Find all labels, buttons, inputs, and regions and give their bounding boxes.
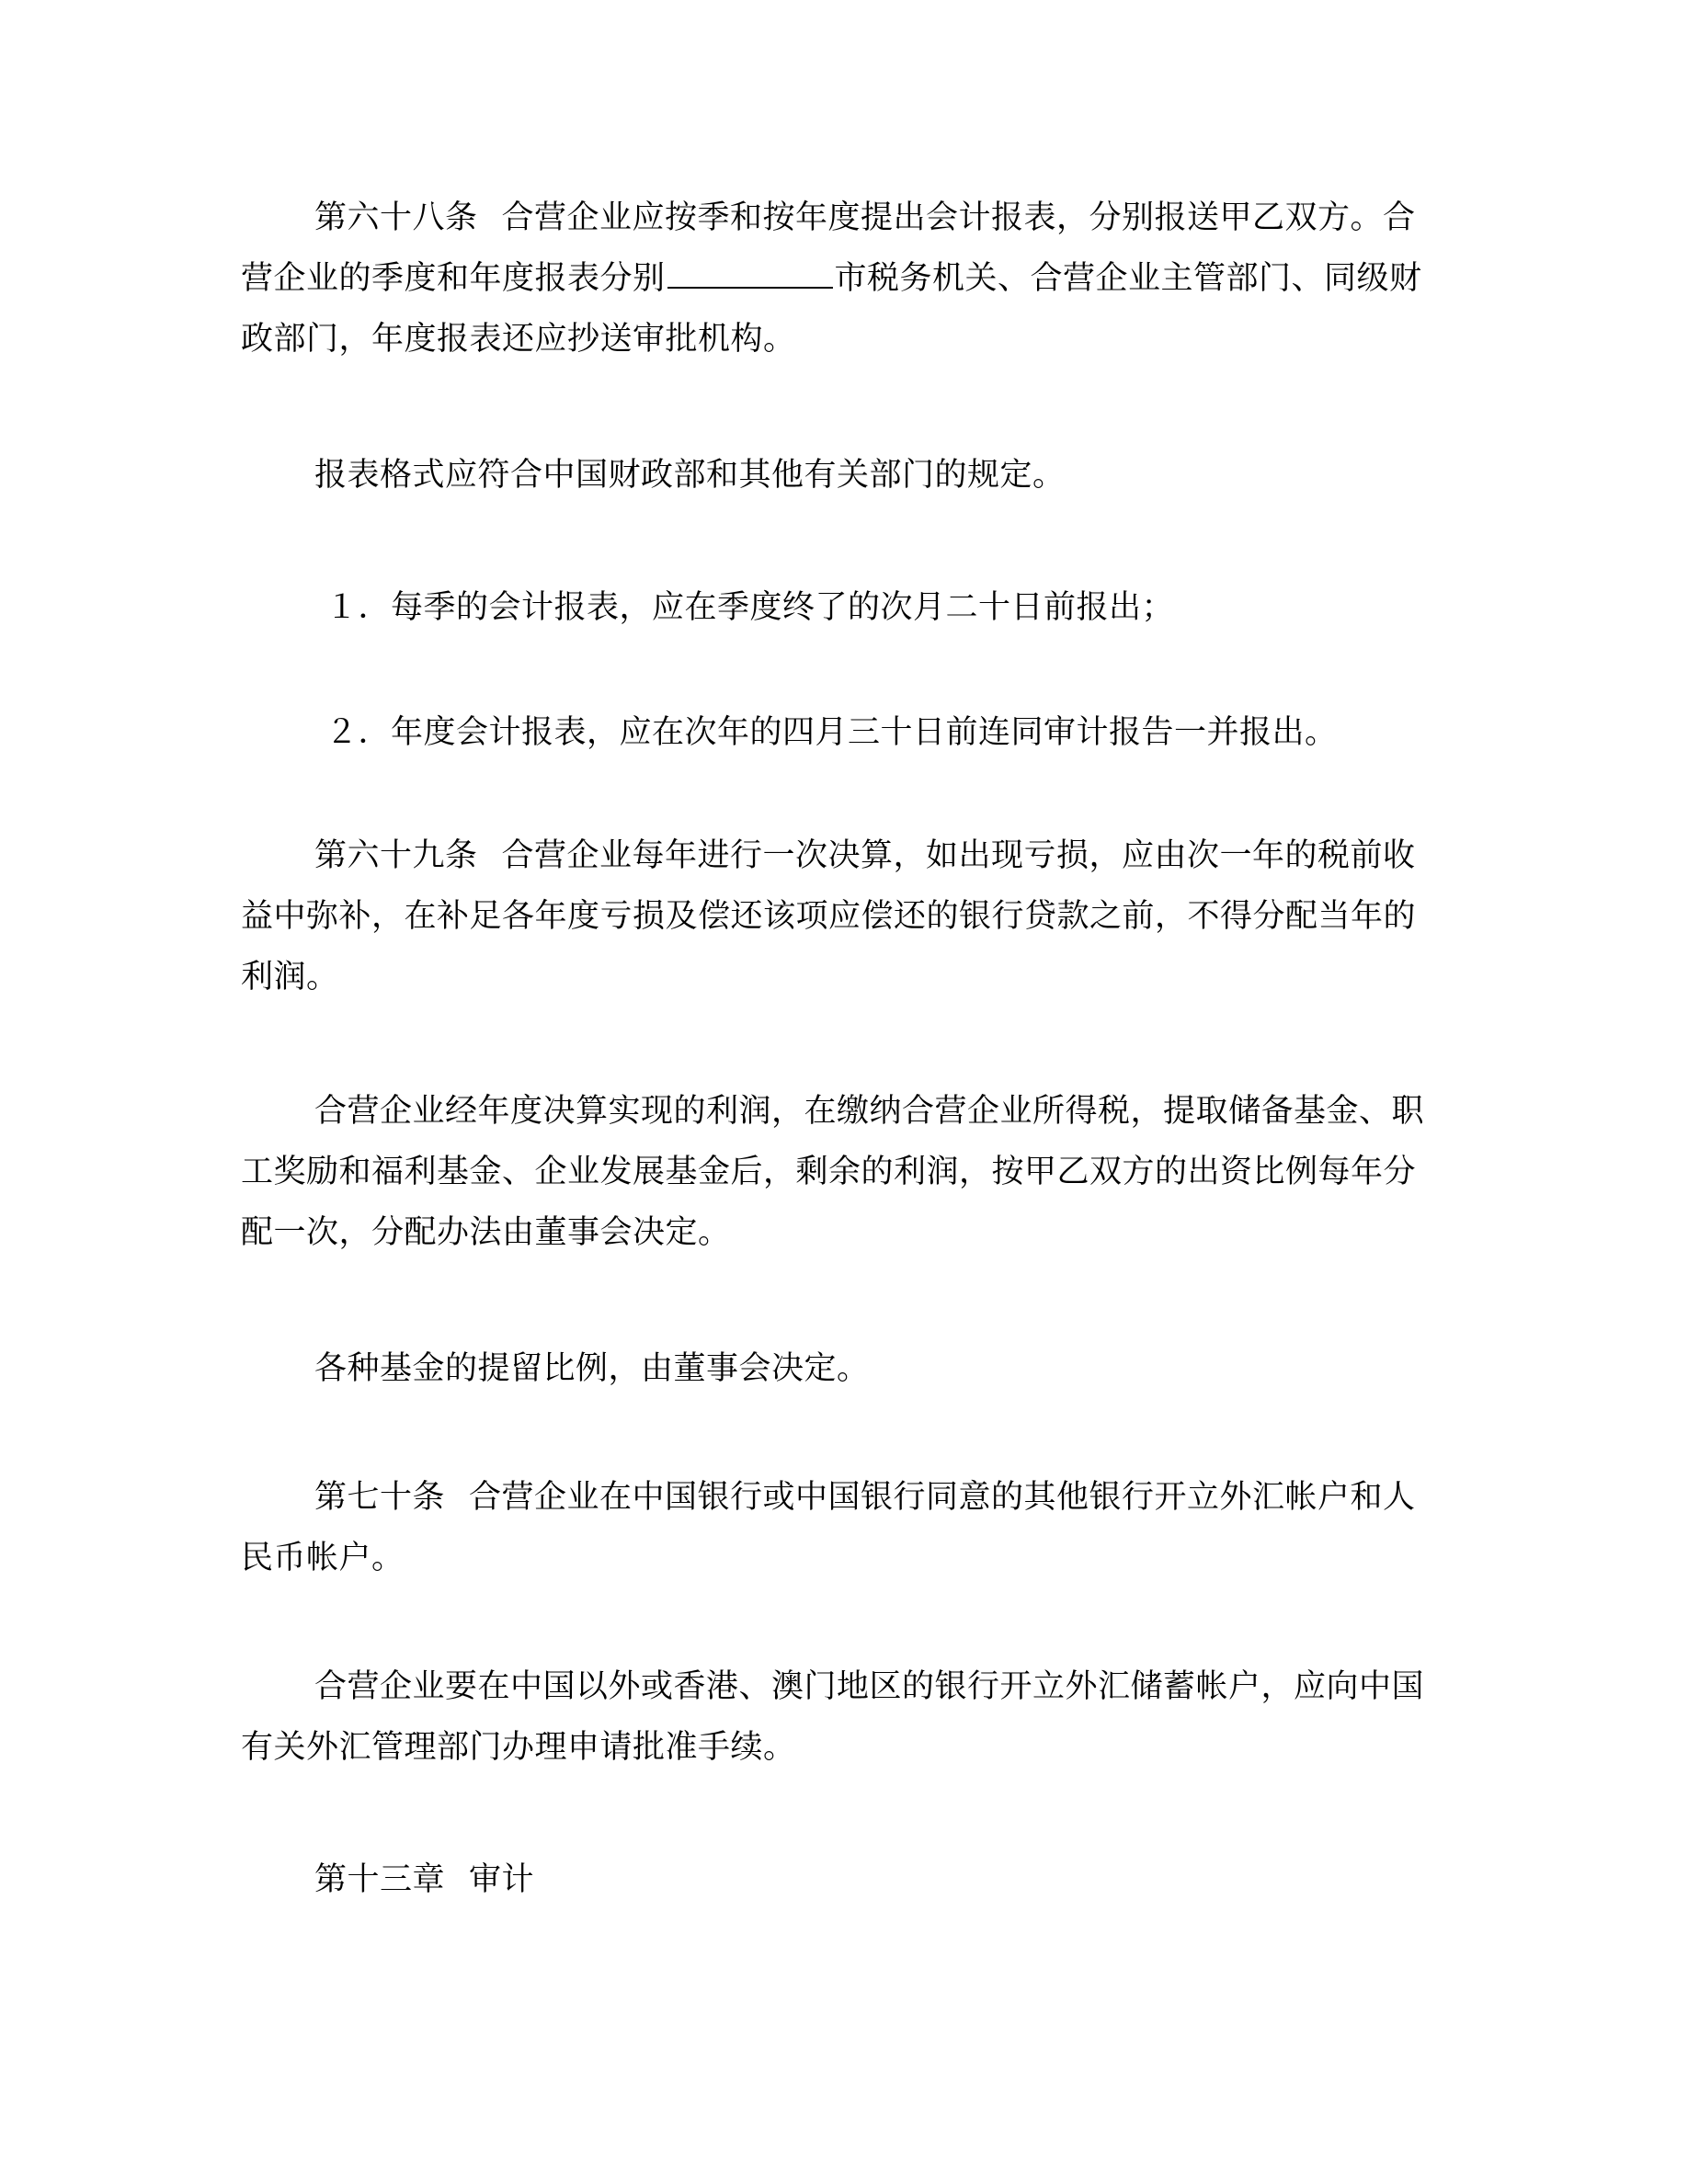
article-69-line1: 合营企业每年进行一次决算，如出现亏损，应由次一年的税前收 bbox=[501, 837, 1416, 874]
profit-distribution-paragraph bbox=[241, 1081, 1445, 1263]
article-68-line2-pre: 营企业的季度和年度报表分别 bbox=[241, 260, 666, 297]
foreign-line2: 有关外汇管理部门办理申请批准手续。 bbox=[241, 1729, 796, 1766]
report-format-text: 报表格式应符合中国财政部和其他有关部门的规定。 bbox=[314, 457, 1066, 494]
article-70-line2: 民币帐户。 bbox=[241, 1540, 405, 1576]
foreign-line1: 合营企业要在中国以外或香港、澳门地区的银行开立外汇储蓄帐户，应向中国 bbox=[314, 1668, 1425, 1705]
list-item-2-text: ２．年度会计报表，应在次年的四月三十日前连同审计报告一并报出。 bbox=[325, 714, 1338, 751]
chapter-13-title: 审计 bbox=[469, 1861, 535, 1898]
report-format-paragraph bbox=[241, 445, 1445, 506]
article-69 bbox=[241, 825, 1445, 1007]
profit-line3: 配一次，分配办法由董事会决定。 bbox=[241, 1214, 731, 1251]
article-68-line1: 合营企业应按季和按年度提出会计报表，分别报送甲乙双方。合 bbox=[501, 199, 1416, 236]
list-item-1-text: １．每季的会计报表，应在季度终了的次月二十日前报出； bbox=[325, 589, 1175, 626]
article-69-line2: 益中弥补，在补足各年度亏损及偿还该项应偿还的银行贷款之前，不得分配当年的 bbox=[241, 898, 1417, 935]
list-item-2 bbox=[241, 702, 1445, 763]
funds-text: 各种基金的提留比例，由董事会决定。 bbox=[314, 1350, 870, 1387]
article-69-line3: 利润。 bbox=[241, 959, 339, 995]
fill-in-blank bbox=[667, 259, 833, 289]
article-68-label: 第六十八条 bbox=[314, 199, 478, 236]
foreign-account-paragraph bbox=[241, 1656, 1445, 1778]
profit-line1: 合营企业经年度决算实现的利润，在缴纳合营企业所得税，提取储备基金、职 bbox=[314, 1093, 1425, 1130]
article-70-line1: 合营企业在中国银行或中国银行同意的其他银行开立外汇帐户和人 bbox=[469, 1479, 1416, 1516]
article-68 bbox=[241, 188, 1445, 370]
article-70-label: 第七十条 bbox=[314, 1479, 446, 1516]
profit-line2: 工奖励和福利基金、企业发展基金后，剩余的利润，按甲乙双方的出资比例每年分 bbox=[241, 1154, 1417, 1190]
chapter-13-heading bbox=[241, 1849, 1445, 1910]
list-item-1 bbox=[241, 577, 1445, 638]
article-68-line3: 政部门，年度报表还应抄送审批机构。 bbox=[241, 321, 796, 358]
article-70 bbox=[241, 1467, 1445, 1588]
chapter-13-label: 第十三章 bbox=[314, 1861, 446, 1898]
funds-paragraph bbox=[241, 1338, 1445, 1399]
article-68-line2-post: 市税务机关、合营企业主管部门、同级财 bbox=[834, 260, 1422, 297]
article-69-label: 第六十九条 bbox=[314, 837, 478, 874]
